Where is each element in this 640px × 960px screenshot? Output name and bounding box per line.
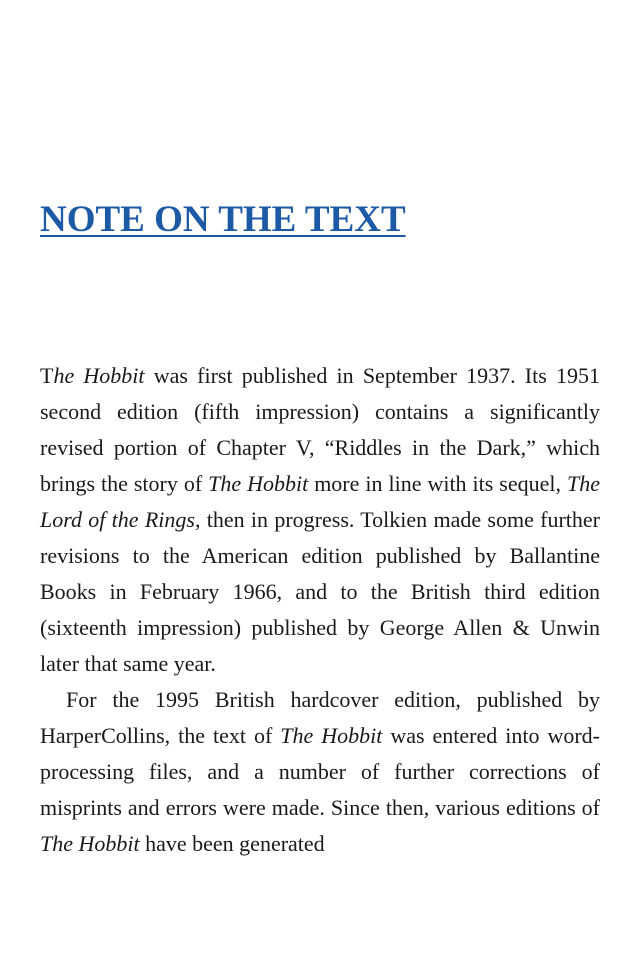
book-title-italic: The Hobbit [208,471,309,496]
paragraph-1 [40,358,600,682]
book-title-italic: he Hobbit [53,363,145,388]
text-segment: more in line with its sequel, [308,471,567,496]
chapter-title[interactable]: NOTE ON THE TEXT [40,199,406,240]
text-segment: , then in progress. Tolkien made some further revisions to the American edition published by Ballantine Books in February 1966, and to the British third edition (sixteenth impression) published by George Allen & Unwin later that same year. [40,507,600,676]
paragraph-2 [40,682,600,862]
text-segment: have been generated [139,831,325,856]
book-title-italic: The Lord of the Rings [40,471,600,532]
book-title-italic: The Hobbit [40,831,140,856]
text-segment: For the 1995 British hardcover edition, published by HarperCollins, the text of [40,687,600,748]
book-title-italic: The Hobbit [280,723,383,748]
text-segment: T [40,363,54,388]
text-segment: was entered into word-processing files, and a number of further corrections of misprints and errors were made. Since then, various editions of [40,723,600,820]
text-segment: was first published in September 1937. Its 1951 second edition (fifth impression) contains a significantly revised portion of Chapter V, “Riddles in the Dark,” which brings the story of [40,363,600,496]
body-text [40,358,600,862]
